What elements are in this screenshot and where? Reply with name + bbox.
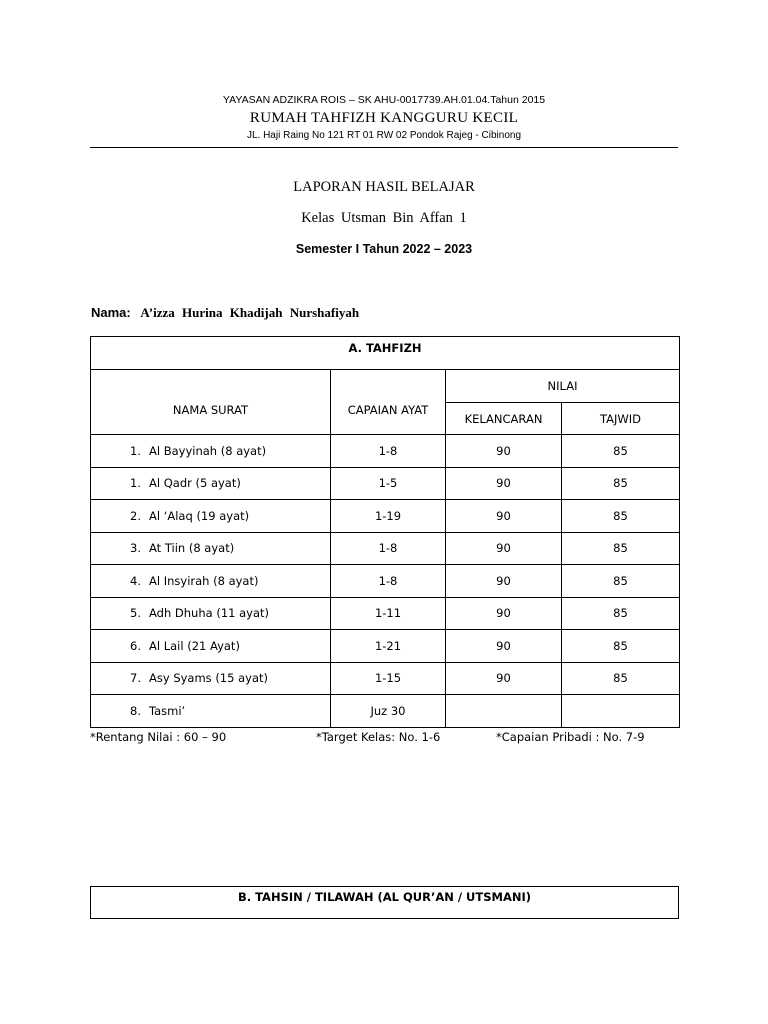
tajwid-cell: 85 <box>562 630 680 663</box>
surat-cell <box>91 435 331 468</box>
col-header-surat <box>91 370 331 435</box>
tajwid-cell <box>562 695 680 728</box>
note-personal: *Capaian Pribadi : No. 7-9 <box>496 730 645 744</box>
surat-cell <box>91 630 331 663</box>
class-name: Kelas Utsman Bin Affan 1 <box>301 210 467 226</box>
student-line <box>91 305 359 321</box>
capaian-cell: 1-8 <box>331 435 446 468</box>
tahsin-section-box <box>90 886 679 919</box>
surat-cell <box>91 500 331 533</box>
tajwid-cell: 85 <box>562 435 680 468</box>
capaian-cell: 1-21 <box>331 630 446 663</box>
kelancaran-cell: 90 <box>446 467 562 500</box>
capaian-cell: 1-11 <box>331 597 446 630</box>
row-number: 7. <box>130 671 141 686</box>
surat-cell <box>91 565 331 598</box>
surat-cell <box>91 695 331 728</box>
col-header-nilai: NILAI <box>446 370 680 403</box>
kelancaran-cell: 90 <box>446 630 562 663</box>
table-row <box>91 565 680 598</box>
row-number: 6. <box>130 638 141 653</box>
surat-name: Adh Dhuha (11 ayat) <box>149 606 270 621</box>
kelancaran-cell: 90 <box>446 662 562 695</box>
table-row <box>91 467 680 500</box>
surat-name: Al Bayyinah (8 ayat) <box>149 443 267 458</box>
foundation-line: YAYASAN ADZIKRA ROIS – SK AHU-0017739.AH.01.04.Tahun 2015 <box>222 94 546 106</box>
tahfizh-section-title-text: A. TAHFIZH <box>348 341 422 355</box>
table-row <box>91 630 680 663</box>
capaian-cell: Juz 30 <box>331 695 446 728</box>
capaian-cell: 1-19 <box>331 500 446 533</box>
table-row <box>91 662 680 695</box>
tajwid-cell: 85 <box>562 500 680 533</box>
col-header-capaian <box>331 370 446 435</box>
row-number: 4. <box>130 573 141 588</box>
tajwid-cell: 85 <box>562 597 680 630</box>
surat-cell <box>91 662 331 695</box>
tajwid-cell: 85 <box>562 565 680 598</box>
surat-name: Al Lail (21 Ayat) <box>149 638 240 653</box>
col-header-tajwid: TAJWID <box>562 403 680 435</box>
student-name-label: Nama: <box>91 305 131 320</box>
surat-name: Tasmi’ <box>149 703 186 718</box>
capaian-cell: 1-5 <box>331 467 446 500</box>
kelancaran-cell: 90 <box>446 532 562 565</box>
surat-cell <box>91 532 331 565</box>
kelancaran-cell: 90 <box>446 565 562 598</box>
tahfizh-table <box>90 336 680 728</box>
report-title: LAPORAN HASIL BELAJAR <box>293 179 475 195</box>
surat-name: Al Insyirah (8 ayat) <box>149 573 259 588</box>
table-row <box>91 695 680 728</box>
kelancaran-cell: 90 <box>446 500 562 533</box>
row-number: 1. <box>130 443 141 458</box>
school-address: JL. Haji Raing No 121 RT 01 RW 02 Pondok Rajeg - Cibinong <box>246 130 522 141</box>
school-name: RUMAH TAHFIZH KANGGURU KECIL <box>249 110 519 126</box>
tajwid-cell: 85 <box>562 532 680 565</box>
table-row <box>91 500 680 533</box>
surat-cell <box>91 597 331 630</box>
tajwid-cell: 85 <box>562 467 680 500</box>
row-number: 3. <box>130 541 141 556</box>
student-name: A’izza Hurina Khadijah Nurshafiyah <box>140 305 360 320</box>
surat-cell <box>91 467 331 500</box>
header-divider <box>90 147 678 148</box>
row-number: 8. <box>130 703 141 718</box>
kelancaran-cell: 90 <box>446 435 562 468</box>
surat-name: At Tiin (8 ayat) <box>149 541 235 556</box>
tahsin-section-title: B. TAHSIN / TILAWAH (AL QUR’AN / UTSMANI) <box>237 890 532 904</box>
tahfizh-rows <box>91 435 680 728</box>
table-row <box>91 435 680 468</box>
row-number: 5. <box>130 606 141 621</box>
note-target: *Target Kelas: No. 1-6 <box>316 730 441 744</box>
col-header-kelancaran: KELANCARAN <box>446 403 562 435</box>
kelancaran-cell: 90 <box>446 597 562 630</box>
surat-name: Al ‘Alaq (19 ayat) <box>149 508 250 523</box>
tajwid-cell: 85 <box>562 662 680 695</box>
surat-name: Al Qadr (5 ayat) <box>149 476 241 491</box>
row-number: 1. <box>130 476 141 491</box>
capaian-cell: 1-15 <box>331 662 446 695</box>
semester-label: Semester I Tahun 2022 – 2023 <box>295 242 473 256</box>
col-header-capaian-text: CAPAIAN AYAT <box>347 403 429 417</box>
row-number: 2. <box>130 508 141 523</box>
kelancaran-cell <box>446 695 562 728</box>
col-header-surat-text: NAMA SURAT <box>172 403 249 417</box>
table-row <box>91 532 680 565</box>
table-row <box>91 597 680 630</box>
capaian-cell: 1-8 <box>331 565 446 598</box>
tahfizh-section-title <box>91 337 680 370</box>
capaian-cell: 1-8 <box>331 532 446 565</box>
surat-name: Asy Syams (15 ayat) <box>149 671 268 686</box>
note-range: *Rentang Nilai : 60 – 90 <box>90 730 227 744</box>
